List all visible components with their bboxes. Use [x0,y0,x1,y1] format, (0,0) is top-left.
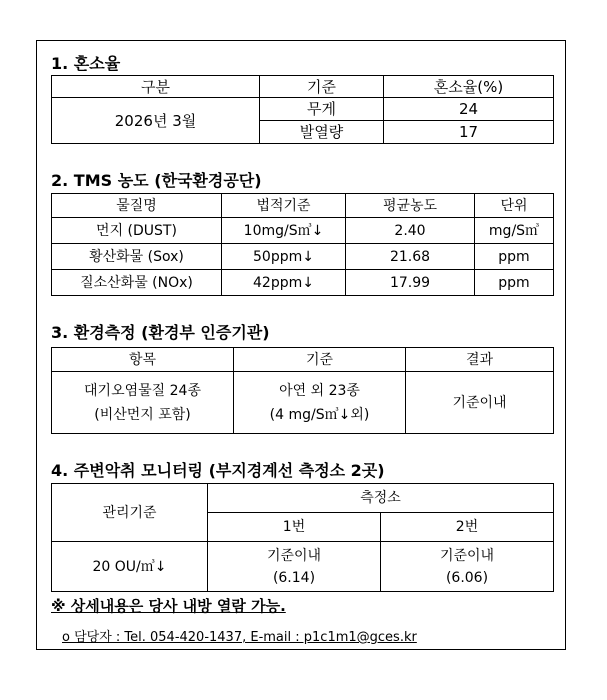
station1-value: (6.14) [272,569,316,586]
environment-table [51,347,554,434]
item-line2: (비산먼지 포함) [94,406,191,423]
standard-line1: 아연 외 23종 [279,382,360,399]
table-row [52,244,554,270]
table-row [52,218,554,244]
header-standard: 기준 [234,348,406,372]
basis-weight: 무게 [260,98,384,121]
detail-notice: ※ 상세내용은 당사 내방 열람 가능. [51,597,286,615]
item-line1: 대기오염물질 24종 [84,382,201,399]
table-row [52,270,554,296]
legal-standard: 42ppm↓ [222,270,346,296]
standard-line2: (4 mg/S㎥↓외) [269,406,370,423]
header-unit: 단위 [475,194,554,218]
contact-link[interactable]: o 담당자 : Tel. 054-420-1437, E-mail : p1c1m1@gces.kr [62,630,417,645]
substance-name: 황산화물 (Sox) [52,244,222,270]
header-result: 결과 [406,348,554,372]
average-value: 2.40 [346,218,475,244]
substance-name: 질소산화물 (NOx) [52,270,222,296]
rate-weight: 24 [384,98,554,121]
tms-table [51,193,554,296]
header-basis: 기준 [260,76,384,98]
station2-value: (6.06) [445,569,489,586]
average-value: 17.99 [346,270,475,296]
header-average: 평균농도 [346,194,475,218]
odor-table [51,483,554,592]
period-cell: 2026년 3월 [52,98,260,144]
header-station: 측정소 [208,484,554,513]
measurement-standard [234,372,406,434]
station1-status: 기준이내 [266,547,322,564]
basis-heat: 발열량 [260,121,384,144]
legal-standard: 10mg/S㎥↓ [222,218,346,244]
header-management-standard: 관리기준 [52,484,208,542]
header-station2: 2번 [381,513,554,542]
document-frame [36,40,566,650]
unit: ppm [475,270,554,296]
header-item: 항목 [52,348,234,372]
measurement-item [52,372,234,434]
legal-standard: 50ppm↓ [222,244,346,270]
measurement-result: 기준이내 [406,372,554,434]
station2-result [381,542,554,592]
header-category: 구분 [52,76,260,98]
header-cofiring-rate: 혼소율(%) [384,76,554,98]
station2-status: 기준이내 [439,547,495,564]
section4-title: 4. 주변악취 모니터링 (부지경계선 측정소 2곳) [51,461,385,480]
management-value: 20 OU/㎥↓ [52,542,208,592]
rate-heat: 17 [384,121,554,144]
header-legal-standard: 법적기준 [222,194,346,218]
section1-title: 1. 혼소율 [51,54,121,73]
substance-name: 먼지 (DUST) [52,218,222,244]
cofiring-table [51,75,554,144]
header-station1: 1번 [208,513,381,542]
unit: mg/S㎥ [475,218,554,244]
section2-title: 2. TMS 농도 (한국환경공단) [51,171,262,190]
average-value: 21.68 [346,244,475,270]
station1-result [208,542,381,592]
unit: ppm [475,244,554,270]
section3-title: 3. 환경측정 (환경부 인증기관) [51,323,270,342]
header-substance: 물질명 [52,194,222,218]
